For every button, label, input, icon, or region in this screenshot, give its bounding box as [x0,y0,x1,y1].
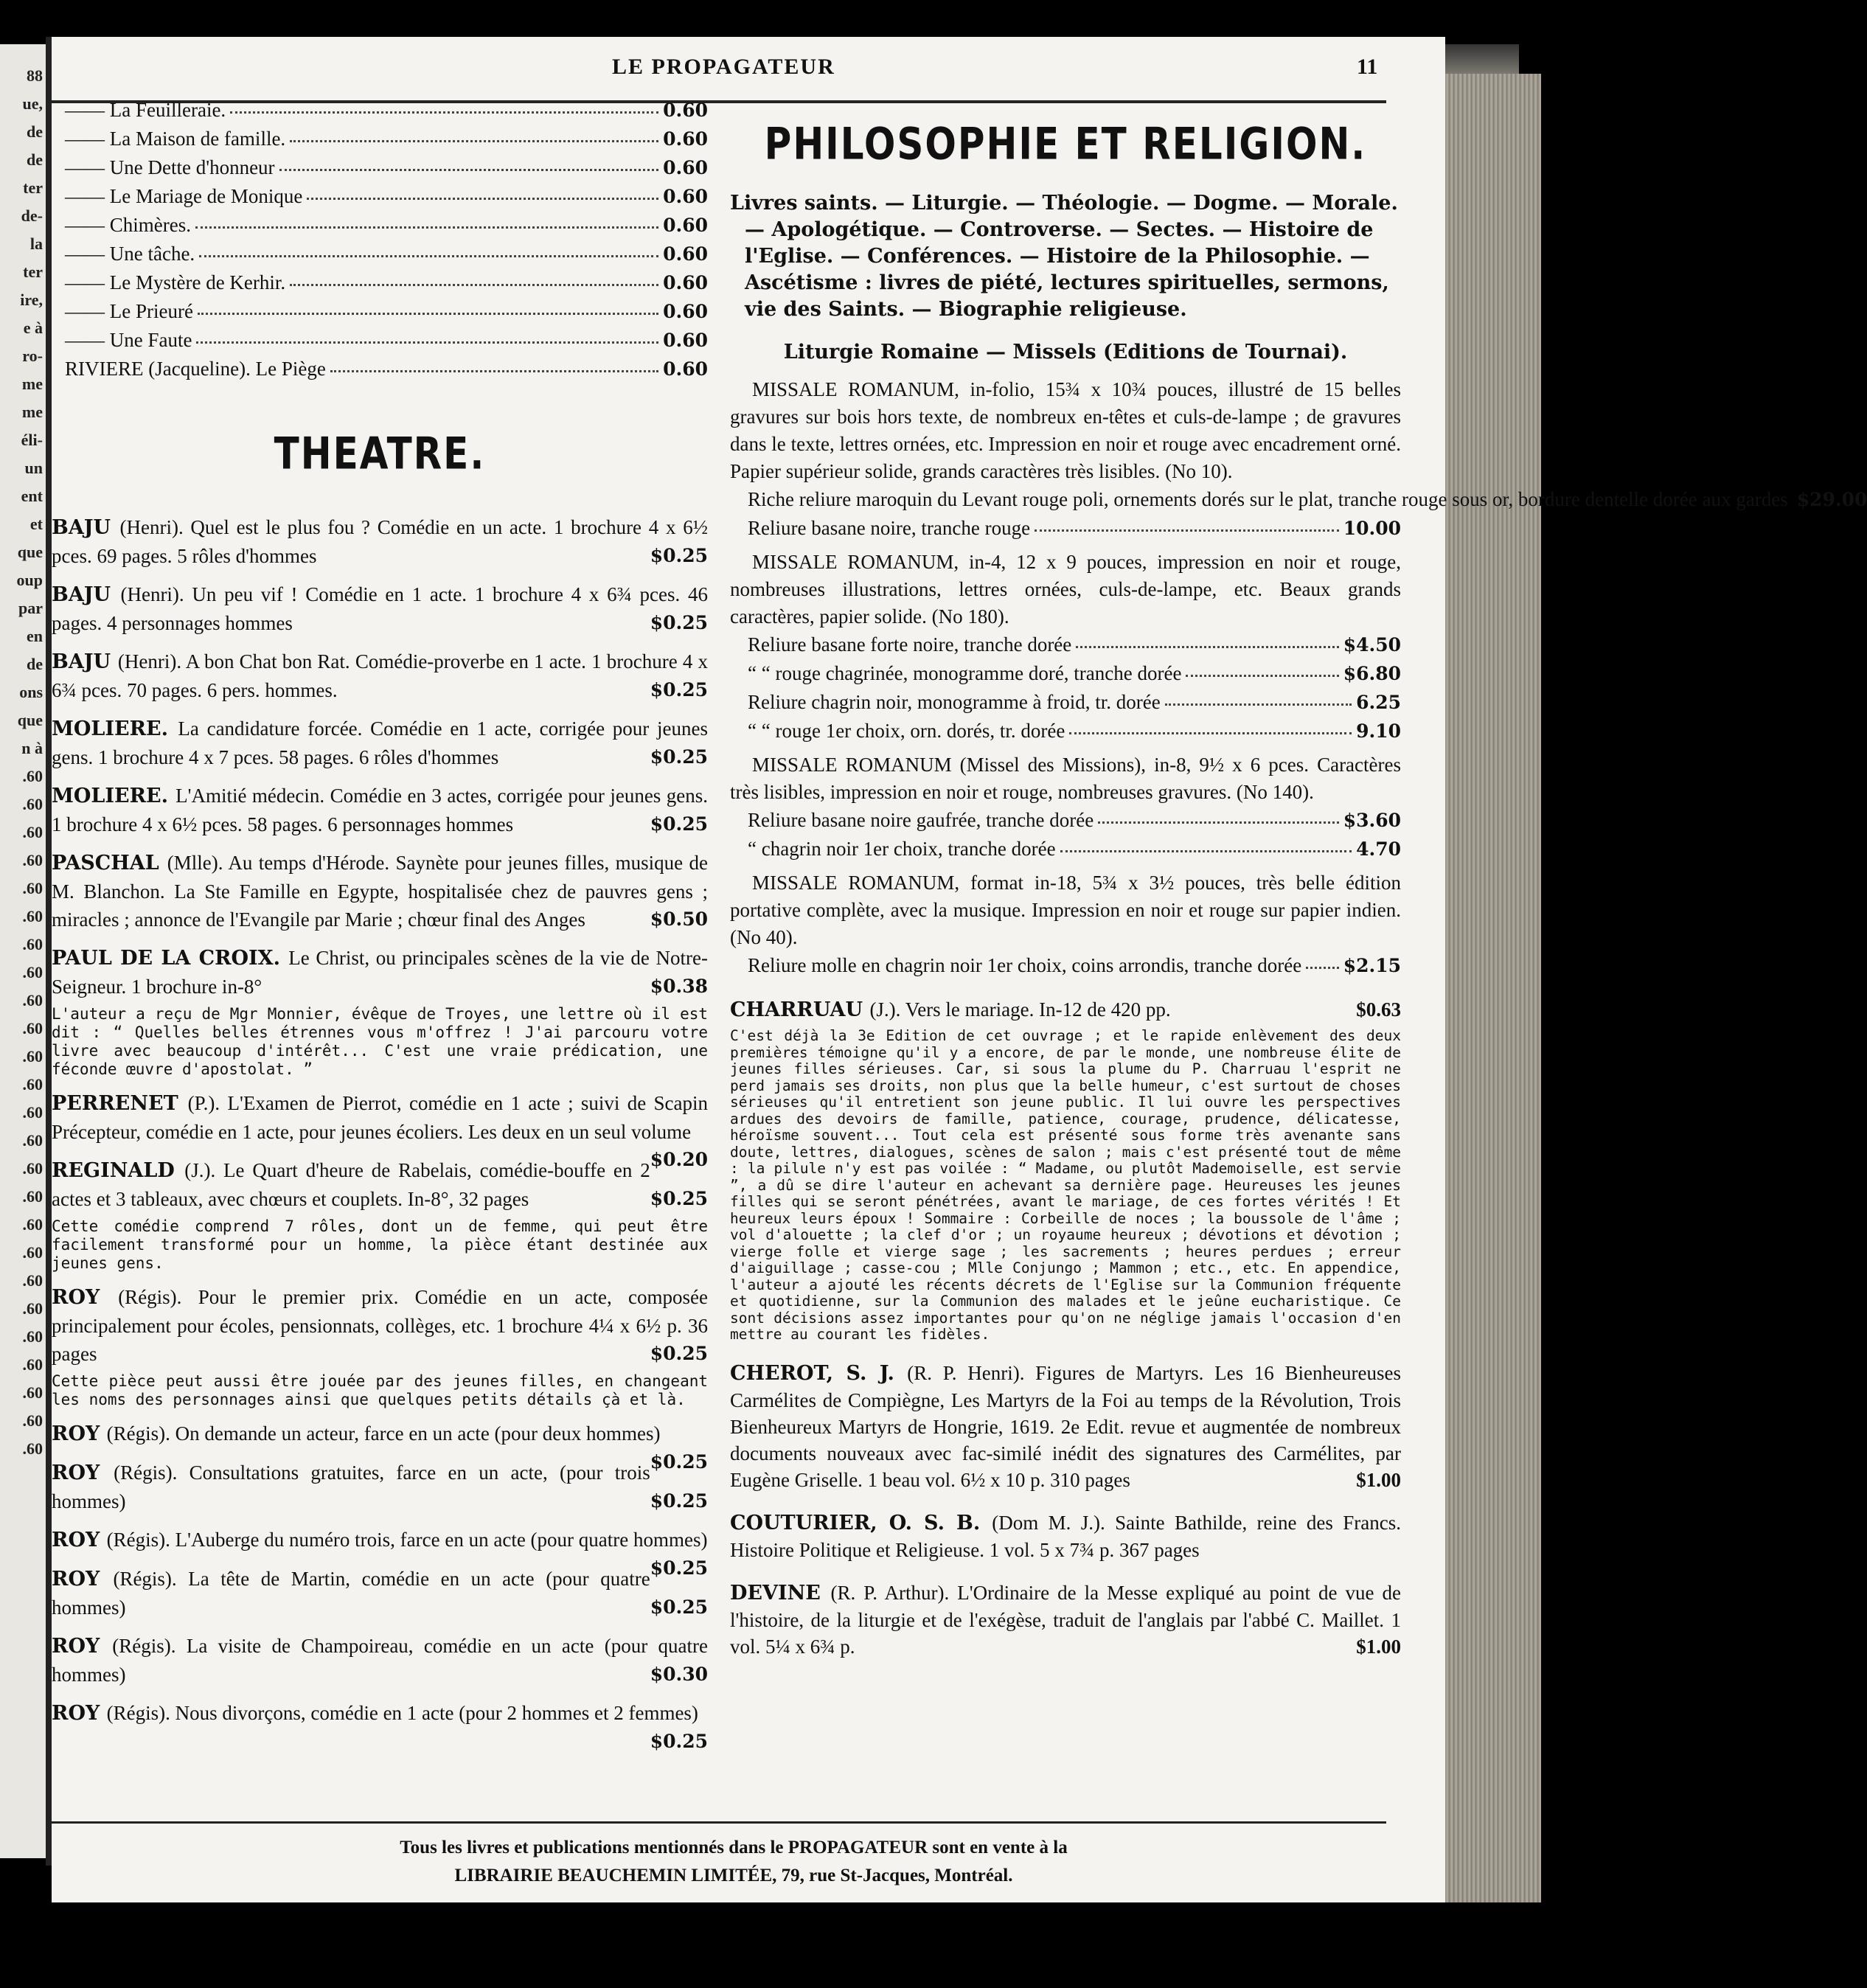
binding-option-price: 6.25 [1356,692,1401,713]
book-item-leader [307,198,658,200]
binding-option-leader [1069,732,1352,734]
entry-text: L'Amitié médecin. Comédie en 3 actes, corrigée pour jeunes gens. 1 brochure 4 x 6½ pces. 58 pages. 6 personnages hommes [52,785,709,835]
fragment: .60 [22,907,43,925]
book-item-leader [199,255,658,257]
book-item-price: 0.60 [663,330,708,351]
fragment: 88 [27,66,43,85]
binding-option-price: 10.00 [1343,518,1401,539]
entry-price: $1.00 [1356,1635,1401,1658]
entry-text: (Henri). A bon Chat bon Rat. Comédie-proverbe en 1 acte. 1 brochure 4 x 6¾ pces. 70 pages. 6 pers. hommes. [52,650,708,701]
entry-price: $0.50 [650,908,708,930]
fragment: que [17,711,43,729]
entry-author: ROY [52,1422,107,1445]
entry-price: $0.38 [650,976,708,997]
book-item-text: —— Une Dette d'honneur [65,156,275,178]
page [52,37,1867,1902]
entry-body [52,580,708,637]
theatre-entry [52,782,708,838]
entry-body [730,1579,1401,1660]
entry-text: (P.). L'Examen de Pierrot, comédie en 1 acte ; suivi de Scapin Précepteur, comédie en 1 acte, pour jeunes écoliers. Les deux en un seul volume [52,1092,708,1143]
book-item-leader [195,226,658,229]
entry-author: BAJU [52,516,120,539]
fragment: .60 [22,1075,43,1094]
binding-option-price: 9.10 [1356,720,1401,742]
fragment: .60 [22,823,43,841]
entry-body [52,1419,708,1473]
fragment: .60 [22,1411,43,1430]
entry-text: (J.). Vers le mariage. In-12 de 420 pp. [869,998,1171,1021]
fragment: .60 [22,1355,43,1374]
binding-option-price: $6.80 [1343,663,1401,684]
entry-text: (Régis). La tête de Martin, comédie en un acte (pour quatre hommes) [52,1568,650,1619]
fragment: .60 [22,1383,43,1402]
right-entries [730,996,1401,1660]
entry-body [52,1526,708,1579]
fragment: .60 [22,1299,43,1318]
binding-option-text: Riche reliure maroquin du Levant rouge poli, ornements dorés sur le plat, tranche rouge sous or, bordure dentelle dorée aux gardes [748,488,1788,510]
entry-price: $0.25 [650,679,708,701]
fragment: .60 [22,1103,43,1122]
entry-body [52,944,708,1001]
theatre-entry [52,944,708,1079]
book-item-text: —— Le Prieuré [65,300,193,322]
missal-quarto-prices [730,630,1401,746]
book-item-text: —— Chimères. [65,214,191,236]
entry-author: BAJU [52,583,121,606]
binding-option [730,951,1401,980]
missal-missions-prices [730,806,1401,863]
binding-option-text: Reliure chagrin noir, monogramme à froid, tr. dorée [748,691,1161,713]
book-item-text: —— La Feuilleraie. [65,99,226,121]
book-item-price: 0.60 [663,100,708,121]
entry-author: CHEROT, S. J. [730,1361,908,1385]
book-item [65,182,708,211]
binding-option-text: Reliure molle en chagrin noir 1er choix, coins arrondis, tranche dorée [748,954,1302,976]
binding-option-leader [1035,529,1339,532]
entry-price: $0.25 [650,1343,708,1364]
book-item-text: RIVIERE (Jacqueline). Le Piège [65,358,326,380]
entry-body [52,1283,708,1368]
book-item-leader [330,370,658,372]
entry-text: (Henri). Un peu vif ! Comédie en 1 acte. 1 brochure 4 x 6¾ pces. 46 pages. 4 personnages hommes [52,583,709,634]
theatre-entry [52,1156,708,1273]
binding-option-text: “ “ rouge chagrinée, monogramme doré, tranche dorée [748,662,1182,684]
liturgy-subheading: Liturgie Romaine — Missels (Editions de Tournai). [783,341,1348,364]
entry-price: $1.00 [1356,1468,1401,1491]
footer-line-2: LIBRAIRIE BEAUCHEMIN LIMITÉE, 79, rue St-Jacques, Montréal. [454,1866,1013,1886]
binding-option-leader [1165,703,1352,706]
fragment: .60 [22,1243,43,1262]
theatre-list [52,513,709,1752]
theatre-entry [52,1699,708,1752]
book-item-text: —— Le Mariage de Monique [65,185,303,207]
fragment: un [24,459,43,477]
entry-price: $0.25 [650,1451,708,1473]
theatre-entry [52,849,708,934]
entry-author: ROY [52,1702,107,1725]
theatre-entry [52,1565,708,1622]
running-header [52,55,1416,99]
book-item [65,326,708,355]
entry-body [52,715,708,771]
entry-body [52,849,708,934]
entry-text: (Régis). La visite de Champoireau, comédie en un acte (pour quatre hommes) [52,1635,709,1686]
right-column [730,96,1867,1660]
missal-folio-prices [730,485,1867,543]
fragment: .60 [22,1047,43,1066]
fragment: ons [19,683,43,701]
book-item-leader [198,313,658,315]
missal-missions-desc: MISSALE ROMANUM (Missel des Missions), in-8, 9½ x 6 pces. Caractères très lisibles, impression en noir et rouge, nombreuses gravures. (No 140). [730,754,1401,803]
entry-price: $0.63 [1356,998,1401,1021]
fragment: oup [16,571,43,589]
binding-option [730,659,1401,688]
entry-body [52,1699,708,1752]
entry-price: $0.25 [650,1557,708,1579]
fragment: ter [23,178,43,197]
fragment: ter [23,263,43,281]
entry-price: $0.20 [650,1149,708,1170]
book-item-leader [196,341,658,344]
fragment: que [17,543,43,561]
fragment: .60 [22,851,43,869]
entry-author: MOLIERE. [52,717,178,740]
footer-line-1: Tous les livres et publications mentionnés dans le PROPAGATEUR sont en vente à la [400,1838,1068,1857]
fragment: par [18,599,43,617]
binding-option-price: $29.00 [1796,489,1867,510]
binding-option-leader [1306,967,1338,969]
binding-option-leader [1060,850,1352,852]
book-item-leader [290,284,658,286]
entry-text: Le Christ, ou principales scènes de la vie de Notre-Seigneur. 1 brochure in-8° [52,947,708,998]
entry-author: ROY [52,1568,114,1591]
book-item-text: —— Le Mystère de Kerhir. [65,271,286,293]
entry-price: $0.25 [650,1731,708,1752]
book-item-price: 0.60 [663,215,708,236]
entry-body [52,1156,708,1213]
fragment: ire, [20,291,43,309]
entry-body [52,1565,708,1622]
fragment: .60 [22,935,43,953]
entry-price: $0.25 [650,1188,708,1209]
entry-text: (Dom M. J.). Sainte Bathilde, reine des Francs. Histoire Politique et Religieuse. 1 vol. 5 x 7¾ p. 367 pages [730,1511,1401,1561]
entry-note: Cette pièce peut aussi être jouée par des jeunes filles, en changeant les noms des personnages ainsi que quelques petits détails çà et là. [52,1372,708,1408]
entry-author: ROY [52,1635,113,1658]
fragment: de [27,150,43,169]
entry-body [52,1089,708,1170]
book-item-price: 0.60 [663,157,708,178]
fragment: me [21,375,43,393]
theatre-entry [52,1526,708,1579]
theatre-entry [52,647,708,704]
page-number: 11 [1357,55,1378,79]
left-column [52,96,708,1756]
theatre-entry [52,1089,708,1170]
binding-option-leader [1076,646,1338,648]
entry-price: $0.25 [650,545,708,566]
theatre-entry [52,1459,708,1515]
book-entry-charruau [730,996,1401,1344]
entry-body [730,1360,1401,1493]
entry-text: (Henri). Quel est le plus fou ? Comédie en un acte. 1 brochure 4 x 6½ pces. 69 pages. 5 rôles d'hommes [52,516,708,567]
entry-text: (Régis). Pour le premier prix. Comédie en un acte, composée principalement pour écoles, pensionnats, collèges, etc. 1 brochure 4¼ x 6½ p. 36 pages [52,1286,708,1365]
novel-list [52,96,708,383]
book-item [65,153,708,182]
binding-option-text: “ chagrin noir 1er choix, tranche dorée [748,838,1056,860]
philosophy-heading: PHILOSOPHIE ET RELIGION. [764,118,1367,170]
entry-price: $0.25 [650,1596,708,1618]
book-item [65,297,708,326]
book-item [65,125,708,153]
entry-author: PERRENET [52,1092,188,1115]
fragment: n à [21,739,43,757]
entry-author: ROY [52,1286,119,1309]
fragment: de- [21,206,43,225]
entry-body [52,1459,708,1515]
entry-author: COUTURIER, O. S. B. [730,1511,992,1535]
missal-portable-desc: MISSALE ROMANUM, format in-18, 5¾ x 3½ pouces, très belle édition portative complète, avec la musique. Impression en noir et rouge sur papier indien. (No 40). [730,872,1401,948]
book-item [65,240,708,268]
entry-text: (Régis). On demande un acteur, farce en un acte (pour deux hommes) [106,1422,661,1445]
binding-option [730,514,1401,543]
book-item [65,355,708,383]
fragment: .60 [22,1131,43,1150]
book-item-price: 0.60 [663,301,708,322]
fragment: .60 [22,1271,43,1290]
entry-price: $0.25 [650,746,708,768]
fragment: .60 [22,1327,43,1346]
binding-option [730,835,1401,863]
entry-body [52,1632,708,1689]
entry-body [52,647,708,704]
missal-quarto-desc: MISSALE ROMANUM, in-4, 12 x 9 pouces, impression en noir et rouge, nombreuses illustrations, lettres ornées, culs-de-lampe, etc. Beaux grands caractères, papier solide. (No 180). [730,551,1401,628]
fragment: .60 [22,1159,43,1178]
entry-body [730,1509,1401,1563]
book-item [65,96,708,125]
book-entry-couturier [730,1509,1401,1563]
fragment: e à [23,319,43,337]
binding-option [730,717,1401,746]
fragment: .60 [22,963,43,981]
binding-option-text: Reliure basane noire gaufrée, tranche dorée [748,809,1094,831]
fragment: éli- [21,431,43,449]
entry-author: PASCHAL [52,852,167,875]
entry-note: C'est déjà la 3e Edition de cet ouvrage ; et le rapide enlèvement des deux premières témoigne qu'il y a encore, de par le monde, une nombreuse élite de jeunes filles sérieuses. Car, si sous la plume du P. Charruau l'esprit ne perd jamais ses droits, non plus que la belle humeur, c'est surtout de choses sérieuses qu'il entretient son jeune public. Il lui ouvre les perspectives ardues des devoirs de famille, patience, courage, prudence, délicatesse, héroïsme souvent... Tout cela est présenté sous forme très avenante sans doute, lettres, dialogues, scènes de salon ; mais c'est présenté tout de même : la pilule n'y est pas voilée : “ Madame, ou plutôt Mademoiselle, est servie ”, a dû se dire l'auteur en achevant sa dernière page. Heureuses les jeunes filles qui se seront pénétrées, avant le mariage, de ces fortes vérités ! Et heureux leurs époux ! Sommaire : Corbeille de noces ; la boussole de l'âme ; vol d'alouette ; la clef d'or ; un royaume heureux ; dévotions et dévotion ; vierge folle et vierge sage ; les sacrements ; heures perdues ; erreur d'aiguillage ; casse-cou ; Mlle Conjungo ; Mammon ; etc., etc. En appendice, l'auteur a ajouté les récents décrets de l'Eglise sur la Communion fréquente et quotidienne, sur la Communion des malades et le jeûne eucharistique. Ce sont décisions assez importantes pour qu'on ne néglige jamais l'occasion d'en mettre au courant les fidèles. [730,1027,1401,1343]
theatre-entry [52,715,708,771]
entry-author: BAJU [52,650,118,673]
entry-text: (Régis). Nous divorçons, comédie en 1 acte (pour 2 hommes et 2 femmes) [106,1702,698,1724]
theatre-heading: THEATRE. [274,428,486,479]
previous-page-fragment [0,44,46,1858]
binding-option-price: 4.70 [1356,838,1401,860]
entry-author: MOLIERE. [52,785,176,807]
fragment: .60 [22,1439,43,1458]
fragment: .60 [22,1019,43,1038]
book-item-price: 0.60 [663,128,708,150]
book-item-leader [279,169,659,171]
page-stack-edge [1445,74,1541,1902]
entry-text: (Régis). L'Auberge du numéro trois, farce en un acte (pour quatre hommes) [106,1529,708,1551]
book-entry-devine [730,1579,1401,1660]
entry-text: (J.). Le Quart d'heure de Rabelais, comédie-bouffe en 2 actes et 3 tableaux, avec chœurs et couplets. In-8°, 32 pages [52,1159,650,1210]
entry-note: Cette comédie comprend 7 rôles, dont un de femme, qui peut être facilement transformé pour un homme, la pièce étant destinée aux jeunes gens. [52,1217,708,1272]
missal-folio-desc: MISSALE ROMANUM, in-folio, 15¾ x 10¾ pouces, illustré de 15 belles gravures sur bois hors texte, de nombreux en-têtes et culs-de-lampe ; de gravures dans le texte, lettres ornées, etc. Impression en noir et rouge avec encadrement orné. Papier supérieur solide, grands caractères très lisibles. (No 10). [730,378,1401,482]
book-item-price: 0.60 [663,272,708,293]
binding-option-leader [1186,675,1338,677]
book-item-price: 0.60 [663,243,708,265]
theatre-entry [52,513,708,570]
entry-author: ROY [52,1462,114,1484]
entry-body [52,513,708,570]
entry-author: PAUL DE LA CROIX. [52,947,289,970]
binding-option-text: “ “ rouge 1er choix, orn. dorés, tr. dorée [748,720,1065,742]
book-item-price: 0.60 [663,186,708,207]
fragment: .60 [22,991,43,1009]
entry-text: La candidature forcée. Comédie en 1 acte, corrigée pour jeunes gens. 1 brochure 4 x 7 pces. 58 pages. 6 rôles d'hommes [52,717,708,768]
fragment: de [27,655,43,673]
binding-option [730,806,1401,835]
theatre-entry [52,1419,708,1473]
header-title: LE PROPAGATEUR [612,55,835,79]
theatre-entry [52,1632,708,1689]
entry-body [730,996,1401,1023]
fragment: .60 [22,1215,43,1234]
entry-author: CHARRUAU [730,998,870,1021]
binding-option [730,688,1401,717]
fragment: ent [21,487,43,505]
entry-text: (Mlle). Au temps d'Hérode. Saynète pour jeunes filles, musique de M. Blanchon. La Ste Famille en Egypte, hospitalisée chez de pauvres gens ; miracles ; annonce de l'Evangile par Marie ; chœur final des Anges [52,852,708,931]
fragment: .60 [22,1187,43,1206]
fragment: ro- [22,347,43,365]
book-item-leader [290,140,658,142]
fragment: de [27,122,43,141]
entry-price: $0.30 [650,1664,708,1685]
entry-text: (Régis). Consultations gratuites, farce en un acte, (pour trois hommes) [52,1462,650,1512]
fragment: .60 [22,795,43,813]
fragment: me [21,403,43,421]
book-item-text: —— La Maison de famille. [65,128,286,150]
book-entry-cherot [730,1360,1401,1493]
fragment: .60 [22,767,43,785]
binding-option-price: $3.60 [1343,810,1401,831]
binding-option-text: Reliure basane forte noire, tranche dorée [748,633,1072,656]
binding-option [730,485,1867,514]
entry-author: REGINALD [52,1159,185,1182]
theatre-entry [52,580,708,637]
book-item [65,211,708,240]
entry-price: $0.25 [650,1490,708,1512]
subject-list: Livres saints. — Liturgie. — Théologie. — Dogme. — Morale. — Apologétique. — Controverse. — Sectes. — Histoire de l'Eglise. — Conférences. — Histoire de la Philosophie. — Ascétisme : livres de piété, lectures spirituelles, sermons, vie des Saints. — Biographie religieuse. [730,192,1398,321]
binding-option [730,630,1401,659]
entry-author: ROY [52,1529,107,1551]
entry-text: (R. P. Arthur). L'Ordinaire de la Messe expliqué au point de vue de l'histoire, de la liturgie et de l'exégèse, traduit de l'anglais par l'abbé C. Maillet. 1 vol. 5¼ x 6¾ p. [730,1581,1402,1658]
book-item-price: 0.60 [663,358,708,380]
fragment: en [27,627,43,645]
binding-option-leader [1098,821,1338,824]
entry-body [52,782,708,838]
entry-price: $0.25 [650,612,708,633]
missal-portable-prices [730,951,1401,980]
book-item-text: —— Une tâche. [65,243,195,265]
book-item [65,268,708,297]
theatre-entry [52,1283,708,1409]
book-item-leader [230,111,658,114]
entry-text: (R. P. Henri). Figures de Martyrs. Les 16 Bienheureuses Carmélites de Compiègne, Les Martyrs de la Foi au temps de la Révolution, Trois Bienheureux Martyrs de Hongrie, 1619. 2e Edit. revue et augmentée de nombreux documents nouveaux avec fac-similé inédit des signatures des Carmélites, par Eugène Griselle. 1 beau vol. 6½ x 10 p. 310 pages [730,1361,1401,1491]
binding-option-price: $2.15 [1343,955,1401,976]
footer-rule [52,1821,1386,1824]
fragment: et [29,515,43,533]
fragment: .60 [22,879,43,897]
entry-price: $0.25 [650,813,708,835]
entry-note: L'auteur a reçu de Mgr Monnier, évêque de Troyes, une lettre où il est dit : “ Quelles belles étrennes vous m'offrez ! J'ai parcouru votre livre avec beaucoup d'intérêt... C'est une vraie prédication, une féconde œuvre d'apostolat. ” [52,1005,708,1078]
binding-option-text: Reliure basane noire, tranche rouge [748,517,1031,539]
footer [52,1821,1416,1890]
entry-author: DEVINE [730,1581,831,1605]
fragment: ue, [22,94,43,113]
binding-option-price: $4.50 [1343,634,1401,656]
fragment: la [29,234,43,253]
book-item-text: —— Une Faute [65,329,192,351]
